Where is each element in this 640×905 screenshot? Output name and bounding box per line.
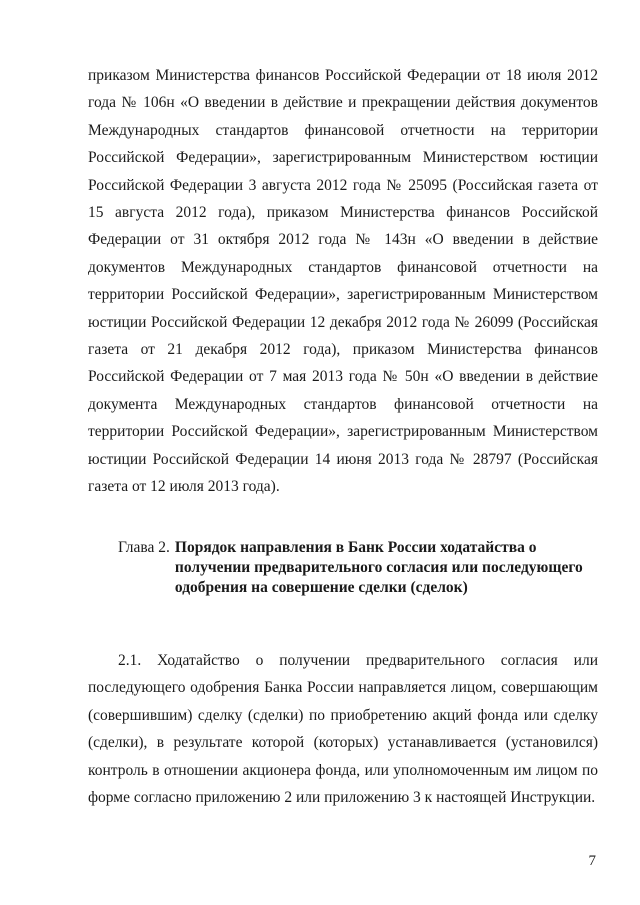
chapter-number: Глава 2. — [118, 539, 170, 556]
page-number: 7 — [588, 853, 596, 869]
body-paragraph-orders-list: приказом Министерства финансов Российской Федерации от 18 июля 2012 года № 106н «О введении в действие и прекращении действия документов Международных стандартов финансовой отчетности на территории Российской Федерации», зарегистрированным Министерством юстиции Российской Федерации 3 августа 2012 года № 25095 (Российская газета от 15 августа 2012 года), приказом Министерства финансов Российской Федерации от 31 октября 2012 года № 143н «О введении в действие документов Международных стандартов финансовой отчетности на территории Российской Федерации», зарегистрированным Министерством юстиции Российской Федерации 12 декабря 2012 года № 26099 (Российская газета от 21 декабря 2012 года), приказом Министерства финансов Российской Федерации от 7 мая 2013 года № 50н «О введении в действие документа Международных стандартов финансовой отчетности на территории Российской Федерации», зарегистрированным Министерством юстиции Российской Федерации 14 июня 2013 года № 28797 (Российская газета от 12 июля 2013 года). — [88, 67, 598, 496]
chapter-title-line-2: получении предварительного согласия или последующего — [174, 559, 583, 576]
chapter-title-line-3: одобрения на совершение сделки (сделок) — [174, 579, 468, 596]
body-paragraph-clause-2-1: 2.1. Ходатайство о получении предварительного согласия или последующего одобрения Банка России направляется лицом, совершающим (совершившим) сделку (сделки) по приобретению акций фонда или сделку (сделки), в результате которой (которых) устанавливается (установился) контроль в отношении акционера фонда, или уполномоченным им лицом по форме согласно приложению 2 или приложению 3 к настоящей Инструкции. — [88, 652, 598, 807]
chapter-heading — [118, 538, 588, 598]
chapter-title-line-1: Порядок направления в Банк России ходатайства о — [174, 539, 537, 556]
